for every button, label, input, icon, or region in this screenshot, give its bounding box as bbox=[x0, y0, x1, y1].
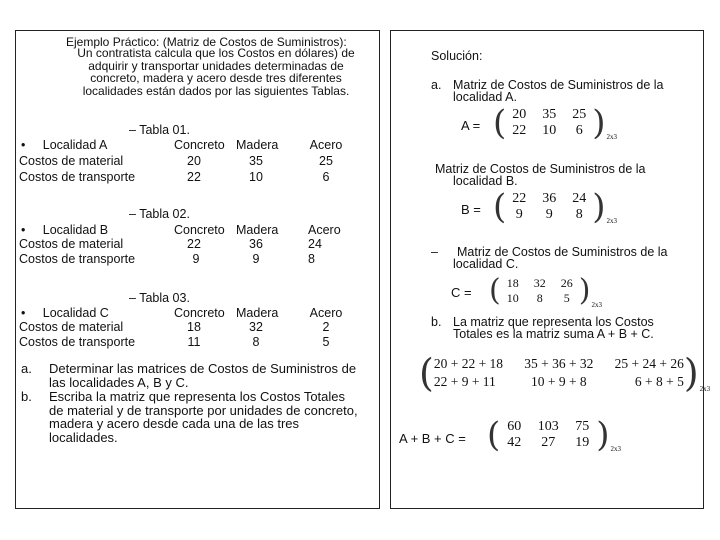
header-madera: Madera bbox=[236, 223, 279, 237]
table-location: • Localidad B bbox=[21, 223, 109, 237]
table-cell: 9 bbox=[192, 252, 200, 266]
matrix-cell: 10 bbox=[542, 123, 557, 138]
matrix-cell: 20 + 22 + 18 bbox=[433, 356, 504, 371]
matrix-cell: 10 + 9 + 8 bbox=[530, 374, 587, 389]
row-label: Costos de transporte bbox=[19, 252, 136, 266]
matrix-b-name: B = bbox=[461, 202, 481, 217]
matrix-cell: 25 bbox=[572, 107, 587, 122]
left-paren: ( bbox=[493, 103, 507, 143]
matrix-cell: 6 bbox=[575, 123, 583, 138]
matrix-c-name: C = bbox=[451, 285, 472, 300]
matrix-dims: 2x3 bbox=[606, 217, 618, 225]
table-cell: 10 bbox=[249, 170, 263, 184]
question-label: a. bbox=[21, 361, 32, 376]
item-sum-line: Totales es la matriz suma A + B + C. bbox=[453, 327, 654, 341]
row-label: Costos de material bbox=[19, 154, 124, 168]
matrix-cell: 42 bbox=[507, 435, 522, 450]
matrix-b-grid bbox=[506, 189, 592, 225]
matrix-dims: 2x3 bbox=[610, 445, 622, 453]
item-a-line: Matriz de Costos de Suministros de la bbox=[453, 78, 664, 92]
row-label: Costos de transporte bbox=[19, 335, 136, 349]
item-b-line: localidad B. bbox=[453, 174, 518, 188]
matrix-a-grid bbox=[506, 105, 592, 141]
solution-title: Solución: bbox=[431, 49, 483, 63]
table-location: • Localidad C bbox=[21, 306, 109, 320]
table-caption: – Tabla 03. bbox=[129, 291, 190, 305]
matrix-cell: 75 bbox=[575, 419, 590, 434]
matrix-cell: 18 bbox=[506, 276, 519, 290]
matrix-dims: 2x3 bbox=[606, 133, 618, 141]
left-paren: ( bbox=[487, 415, 501, 455]
table-cell: 32 bbox=[249, 320, 263, 334]
problem-intro bbox=[46, 47, 386, 97]
item-c-line: Matriz de Costos de Suministros de la bbox=[457, 245, 668, 259]
matrix-cell: 5 bbox=[563, 291, 570, 305]
table-cell: 18 bbox=[187, 320, 201, 334]
table-caption: – Tabla 01. bbox=[129, 123, 190, 137]
table-cell: 8 bbox=[308, 252, 315, 266]
header-concreto: Concreto bbox=[174, 306, 225, 320]
matrix-cell: 32 bbox=[533, 276, 546, 290]
matrix-cell: 6 + 8 + 5 bbox=[634, 374, 684, 389]
table-cell: 5 bbox=[322, 335, 330, 349]
matrix-cell: 8 bbox=[536, 291, 543, 305]
intro-line: localidades están dados por las siguientes Tablas. bbox=[82, 83, 350, 98]
table-cell: 35 bbox=[249, 154, 263, 168]
matrix-cell: 20 bbox=[512, 107, 527, 122]
table-cell: 8 bbox=[252, 335, 260, 349]
question-text: Determinar las matrices de Costos de Suministros de las localidades A, B y C. bbox=[49, 361, 357, 390]
matrix-a-name: A = bbox=[461, 118, 481, 133]
matrix-cell: 26 bbox=[560, 276, 573, 290]
left-paren: ( bbox=[419, 351, 434, 395]
problem-title: Ejemplo Práctico: (Matriz de Costos de Suministros): bbox=[66, 35, 347, 49]
table-cell: 11 bbox=[187, 335, 201, 349]
matrix-b bbox=[493, 189, 617, 225]
matrix-sum-grid bbox=[500, 417, 596, 453]
table-cell: 2 bbox=[322, 320, 330, 334]
matrix-cell: 35 bbox=[542, 107, 557, 122]
intro-line: adquirir y transportar unidades determinadas de bbox=[88, 58, 344, 73]
right-paren: ) bbox=[596, 415, 610, 455]
header-acero: Acero bbox=[308, 223, 341, 237]
matrix-cell: 24 bbox=[572, 191, 587, 206]
matrix-sum-expression bbox=[419, 353, 710, 393]
matrix-sum bbox=[487, 417, 621, 453]
table-cell: 22 bbox=[187, 237, 201, 251]
table-cell: 22 bbox=[187, 170, 201, 184]
table-cell: 20 bbox=[187, 154, 201, 168]
matrix-cell: 36 bbox=[542, 191, 557, 206]
intro-line: Un contratista calcula que los Costos en dólares) de bbox=[77, 46, 355, 60]
table-location: • Localidad A bbox=[21, 138, 108, 152]
header-concreto: Concreto bbox=[174, 138, 225, 152]
matrix-cell: 35 + 36 + 32 bbox=[524, 356, 594, 371]
matrix-cell: 9 bbox=[515, 207, 523, 222]
matrix-a bbox=[493, 105, 617, 141]
header-madera: Madera bbox=[236, 306, 279, 320]
row-label: Costos de material bbox=[19, 320, 124, 334]
matrix-cell: 8 bbox=[575, 207, 583, 222]
table-cell: 6 bbox=[322, 170, 330, 184]
matrix-cell: 22 bbox=[512, 123, 527, 138]
matrix-cell: 25 + 24 + 26 bbox=[614, 356, 684, 371]
table-cell: 25 bbox=[319, 154, 333, 168]
row-label: Costos de material bbox=[19, 237, 124, 251]
header-acero: Acero bbox=[309, 138, 343, 152]
matrix-cell: 22 + 9 + 11 bbox=[433, 374, 496, 389]
right-paren: ) bbox=[683, 351, 699, 395]
question-text: Escriba la matriz que representa los Costos Totales de material y de transporte por unidades de concreto, madera y acero desde cada una de las tres localidades. bbox=[49, 389, 358, 445]
intro-line: concreto, madera y acero desde tres diferentes bbox=[90, 71, 342, 85]
item-c-dash: – bbox=[431, 245, 438, 259]
matrix-cell: 103 bbox=[537, 419, 559, 434]
solution-panel bbox=[390, 30, 711, 509]
matrix-cell: 10 bbox=[506, 291, 519, 305]
header-concreto: Concreto bbox=[174, 223, 225, 237]
table-cell: 24 bbox=[308, 237, 322, 251]
item-sum-line: La matriz que representa los Costos bbox=[453, 315, 654, 329]
matrix-cell: 27 bbox=[541, 435, 556, 450]
left-paren: ( bbox=[489, 273, 501, 308]
item-sum-label: b. bbox=[431, 315, 442, 329]
item-b-line: Matriz de Costos de Suministros de la bbox=[435, 162, 646, 176]
question-label: b. bbox=[21, 389, 32, 404]
matrix-cell: 60 bbox=[507, 419, 522, 434]
table-caption: – Tabla 02. bbox=[129, 207, 190, 221]
matrix-c-grid bbox=[501, 273, 579, 309]
matrix-sum-name: A + B + C = bbox=[399, 431, 466, 446]
right-paren: ) bbox=[592, 103, 606, 143]
header-madera: Madera bbox=[236, 138, 279, 152]
matrix-c bbox=[489, 273, 602, 309]
matrix-sum-expression-grid bbox=[434, 353, 684, 393]
item-a-line: localidad A. bbox=[453, 90, 517, 104]
matrix-dims: 2x3 bbox=[591, 301, 602, 309]
table-cell: 36 bbox=[249, 237, 263, 251]
right-paren: ) bbox=[592, 187, 606, 227]
row-label: Costos de transporte bbox=[19, 170, 136, 184]
header-acero: Acero bbox=[309, 306, 343, 320]
left-paren: ( bbox=[493, 187, 507, 227]
right-paren: ) bbox=[578, 273, 591, 308]
matrix-cell: 19 bbox=[575, 435, 590, 450]
matrix-cell: 9 bbox=[545, 207, 553, 222]
matrix-cell: 22 bbox=[512, 191, 527, 206]
item-c-line: localidad C. bbox=[453, 257, 519, 271]
matrix-dims: 2x3 bbox=[699, 385, 711, 393]
table-cell: 9 bbox=[252, 252, 260, 266]
item-a-label: a. bbox=[431, 78, 442, 92]
problem-panel bbox=[15, 30, 380, 509]
